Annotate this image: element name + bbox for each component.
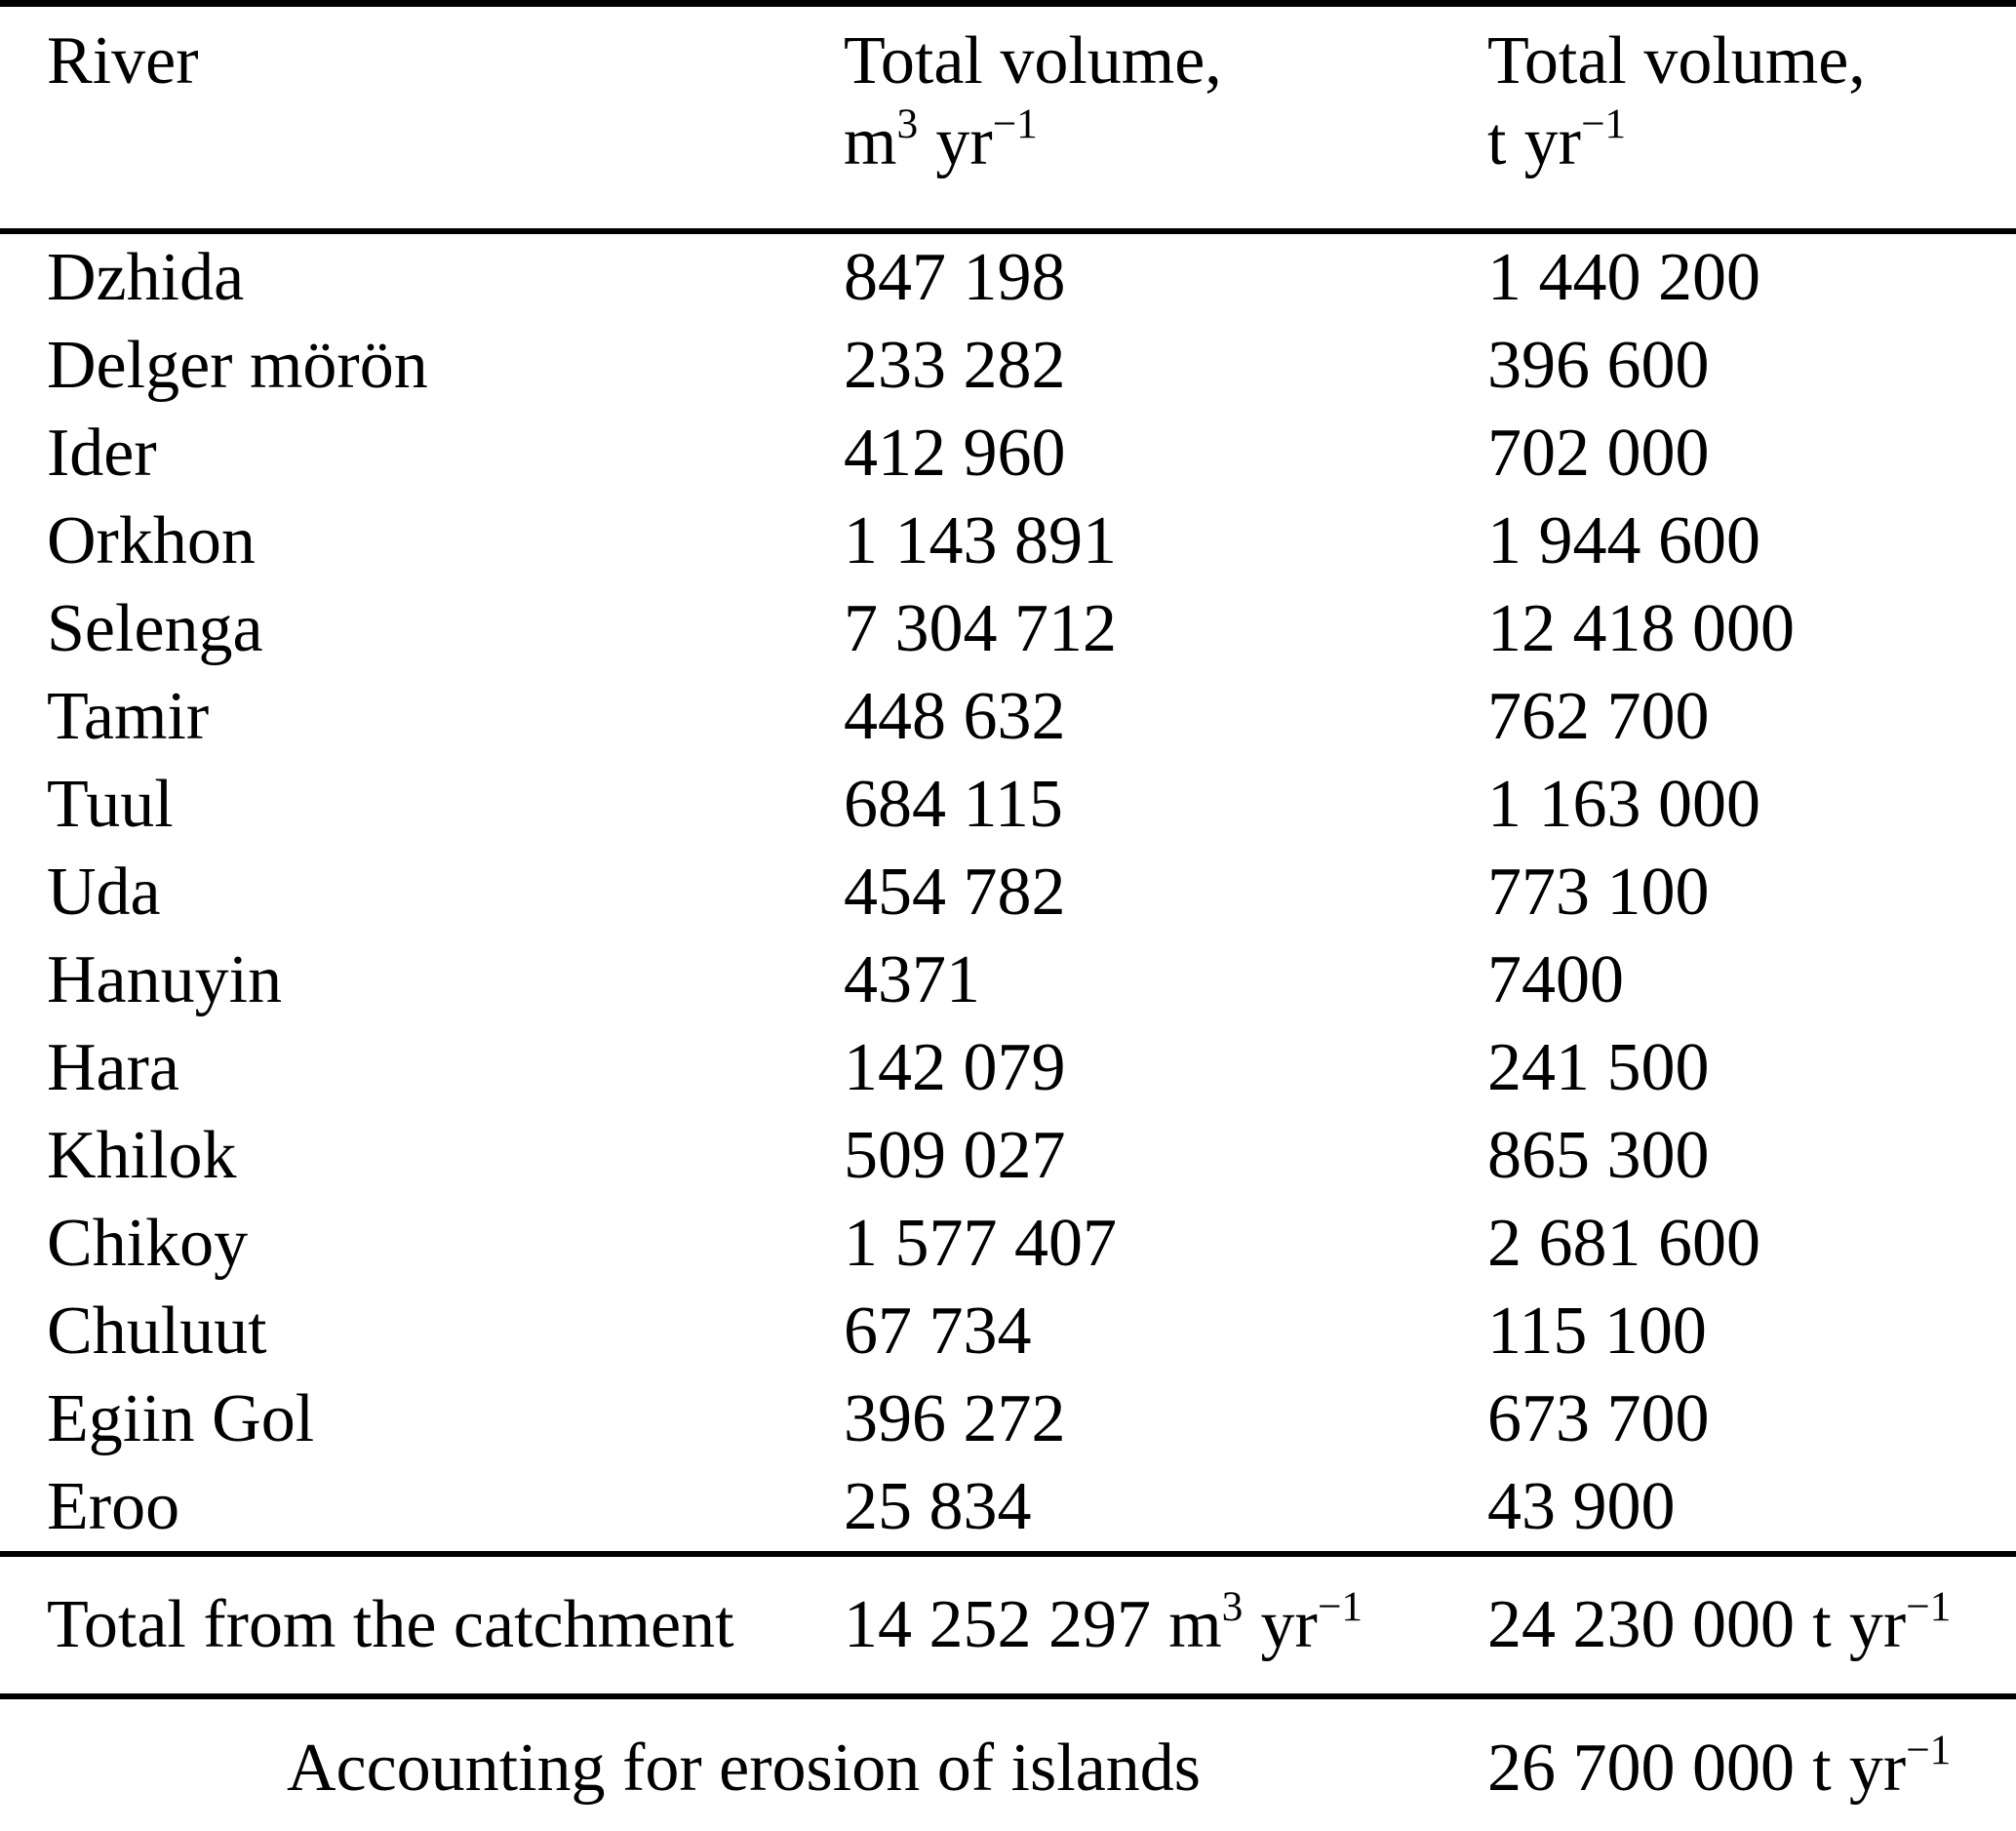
unit-yr-exponent: −1	[1317, 1583, 1364, 1631]
volume-m3-cell: 684 115	[844, 767, 1063, 842]
table-body	[0, 231, 2016, 1554]
islands-label: Accounting for erosion of islands	[286, 1731, 1202, 1806]
unit-m3-yr	[844, 101, 1487, 182]
header-river	[0, 4, 844, 232]
volume-m3-cell: 454 782	[844, 855, 1066, 930]
volume-m3-cell: 67 734	[844, 1294, 1032, 1369]
unit-t: t	[1487, 104, 1507, 179]
table-row	[0, 1463, 2016, 1554]
table-row	[0, 1112, 2016, 1200]
volume-t-cell: 115 100	[1487, 1294, 1707, 1369]
volume-m3-cell: 509 027	[844, 1118, 1066, 1193]
volume-t-cell: 673 700	[1487, 1381, 1710, 1456]
volume-t-cell: 865 300	[1487, 1118, 1710, 1193]
river-name-cell: Chikoy	[47, 1206, 249, 1281]
volume-t-cell: 773 100	[1487, 855, 1710, 930]
river-name-cell: Hanuyin	[47, 942, 283, 1017]
header-volume-t-title: Total volume,	[1487, 23, 1866, 99]
river-name-cell: Tuul	[47, 767, 174, 842]
table-header	[0, 4, 2016, 232]
table-row	[0, 936, 2016, 1024]
table-row	[0, 1375, 2016, 1463]
unit-yr: yr	[935, 104, 993, 179]
volume-t-cell: 1 944 600	[1487, 503, 1760, 578]
totals-m3-cell	[844, 1554, 1487, 1696]
header-volume-m3	[844, 4, 1487, 232]
unit-m-exponent: 3	[1221, 1583, 1244, 1631]
table-row	[0, 410, 2016, 498]
unit-yr-exponent: −1	[992, 100, 1038, 148]
volume-m3-cell: 7 304 712	[844, 591, 1117, 666]
totals-t-cell	[1487, 1554, 2016, 1696]
unit-t: t	[1812, 1587, 1832, 1662]
river-name-cell: Uda	[47, 855, 161, 930]
volume-m3-cell: 142 079	[844, 1030, 1066, 1105]
table-row	[0, 1024, 2016, 1112]
islands-row	[0, 1696, 2016, 1831]
river-name-cell: Ider	[47, 416, 157, 491]
unit-yr-exponent: −1	[1906, 1583, 1952, 1631]
river-name-cell: Egiin Gol	[47, 1381, 315, 1456]
river-name-cell: Delger mörön	[47, 328, 428, 403]
volume-m3-cell: 412 960	[844, 416, 1066, 491]
unit-t-yr	[1487, 101, 2016, 182]
table-row	[0, 585, 2016, 673]
river-name-cell: Selenga	[47, 591, 263, 666]
volume-t-cell: 1 163 000	[1487, 767, 1760, 842]
volume-m3-cell: 396 272	[844, 1381, 1066, 1456]
unit-yr-exponent: −1	[1580, 100, 1627, 148]
volume-t-cell: 396 600	[1487, 328, 1710, 403]
header-volume-m3-title: Total volume,	[844, 23, 1222, 99]
header-river-label: River	[47, 23, 199, 99]
river-name-cell: Dzhida	[47, 240, 245, 315]
totals-row	[0, 1554, 2016, 1696]
river-name-cell: Orkhon	[47, 503, 256, 578]
river-name-cell: Chuluut	[47, 1294, 267, 1369]
volume-m3-cell: 847 198	[844, 240, 1066, 315]
table-row	[0, 1200, 2016, 1288]
table-row	[0, 322, 2016, 410]
table-row	[0, 231, 2016, 322]
volume-m3-cell: 233 282	[844, 328, 1066, 403]
table-row	[0, 761, 2016, 849]
table-row	[0, 498, 2016, 585]
volume-m3-cell: 1 577 407	[844, 1206, 1117, 1281]
unit-m: m	[1168, 1587, 1222, 1662]
river-name-cell: Hara	[47, 1030, 180, 1105]
islands-t-value: 26 700 000	[1487, 1731, 1795, 1806]
unit-yr-exponent: −1	[1906, 1727, 1952, 1774]
table-footer	[0, 1554, 2016, 1831]
unit-yr: yr	[1848, 1731, 1907, 1806]
volume-t-cell: 2 681 600	[1487, 1206, 1760, 1281]
volume-t-cell: 12 418 000	[1487, 591, 1795, 666]
unit-t: t	[1812, 1731, 1832, 1806]
table-row	[0, 849, 2016, 936]
unit-yr: yr	[1523, 104, 1581, 179]
volume-t-cell: 43 900	[1487, 1469, 1676, 1544]
volume-t-cell: 241 500	[1487, 1030, 1710, 1105]
table-row	[0, 1288, 2016, 1375]
volume-m3-cell: 25 834	[844, 1469, 1032, 1544]
header-row	[0, 4, 2016, 232]
totals-t-value: 24 230 000	[1487, 1587, 1795, 1662]
river-name-cell: Tamir	[47, 679, 210, 754]
totals-m3-value: 14 252 297	[844, 1587, 1151, 1662]
volume-t-cell: 702 000	[1487, 416, 1710, 491]
volume-t-cell: 762 700	[1487, 679, 1710, 754]
unit-yr: yr	[1260, 1587, 1318, 1662]
header-volume-t	[1487, 4, 2016, 232]
table-row	[0, 673, 2016, 761]
volume-m3-cell: 448 632	[844, 679, 1066, 754]
unit-m: m	[844, 104, 897, 179]
volume-t-cell: 7400	[1487, 942, 1624, 1017]
river-name-cell: Eroo	[47, 1469, 180, 1544]
unit-m-exponent: 3	[896, 100, 919, 148]
totals-label: Total from the catchment	[0, 1554, 844, 1696]
unit-yr: yr	[1848, 1587, 1907, 1662]
volume-m3-cell: 4371	[844, 942, 980, 1017]
volume-m3-cell: 1 143 891	[844, 503, 1117, 578]
river-name-cell: Khilok	[47, 1118, 237, 1193]
volume-t-cell: 1 440 200	[1487, 240, 1760, 315]
islands-t-cell	[1487, 1696, 2016, 1831]
